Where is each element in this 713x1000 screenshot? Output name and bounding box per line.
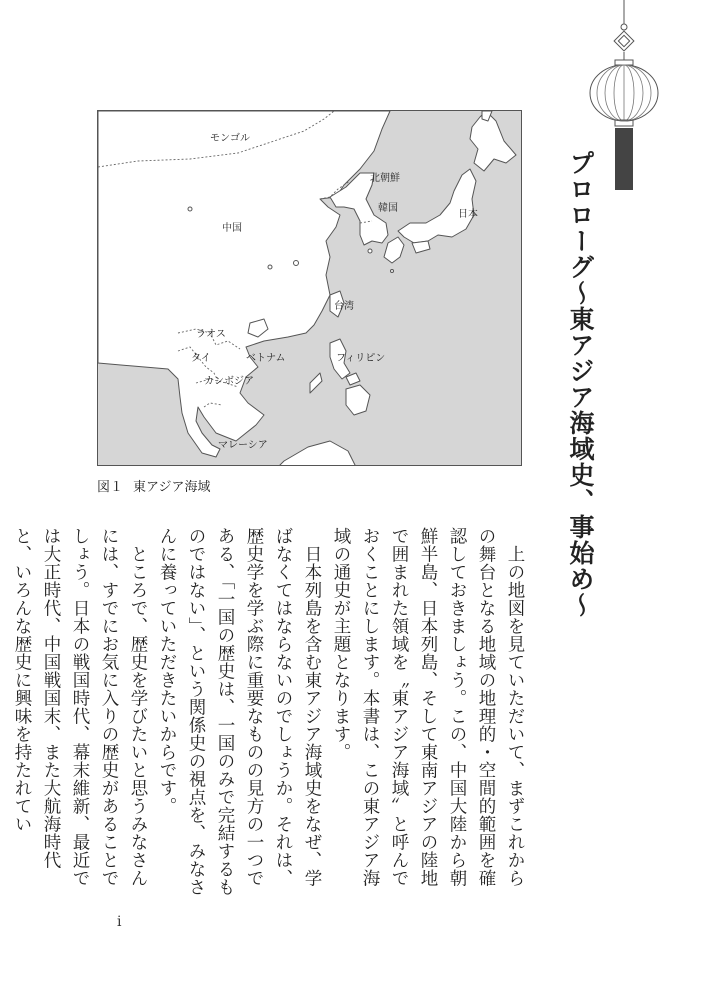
philippines-mindanao [346, 385, 370, 415]
japan-shikoku [412, 241, 430, 253]
map-drawing [98, 111, 522, 466]
map-label-taiwan: 台湾 [334, 301, 354, 312]
chapter-title: プロローグ～東アジア海域史、事始め～ [566, 150, 595, 618]
figure-number: 図１ [97, 480, 124, 495]
paragraph: ところで、歴史を学びたいと思うみなさんには、すでにお気に入りの歴史があることでしょう。日本の戦国時代、幕末維新、最近では大正時代、中国戦国末、また大航海時代と、いろんな歴史に興味を持たれてい [12, 527, 148, 887]
map-label-south-korea: 韓国 [378, 203, 398, 214]
map-label-vietnam: ベトナム [246, 353, 286, 364]
page-number: i [117, 914, 122, 930]
paragraph: 日本列島を含む東アジア海域史をなぜ、学ばなくてはならないのでしょうか。それは、歴史学を学ぶ際に重要なものの見方の一つである、「一国の歴史は、一国のみで完結するものではない」、という関係史の視点を、みなさんに養っていただきたいからです。 [157, 527, 322, 897]
figure-title: 東アジア海域 [133, 480, 211, 495]
map-label-north-korea: 北朝鮮 [370, 173, 400, 184]
map-label-cambodia: カンボジア [204, 376, 254, 387]
borneo-edge [278, 441, 356, 466]
map-label-philippines: フィリピン [336, 353, 386, 364]
east-asia-map [97, 110, 522, 466]
map-label-china: 中国 [222, 223, 242, 234]
japan-honshu [398, 169, 476, 243]
figure-caption [97, 476, 211, 495]
japan-kyushu [384, 237, 404, 263]
map-label-malaysia: マレーシア [218, 440, 268, 451]
map-label-laos: ラオス [196, 329, 226, 340]
map-label-mongolia: モンゴル [210, 133, 250, 144]
body-text [12, 527, 529, 897]
japan-hokkaido [470, 111, 516, 171]
map-label-thailand: タイ [191, 353, 211, 364]
map-label-japan: 日本 [458, 209, 478, 220]
palawan [310, 373, 322, 393]
paragraph: 上の地図を見ていただいて、まずこれからの舞台となる地域の地理的・空間的範囲を確認しておきましょう。この、中国大陸から朝鮮半島、日本列島、そして東南アジアの陸地で囲まれた領域を〝東アジア海域〟と呼んでおくことにします。本書は、この東アジア海域の通史が主題となります。 [331, 527, 525, 887]
